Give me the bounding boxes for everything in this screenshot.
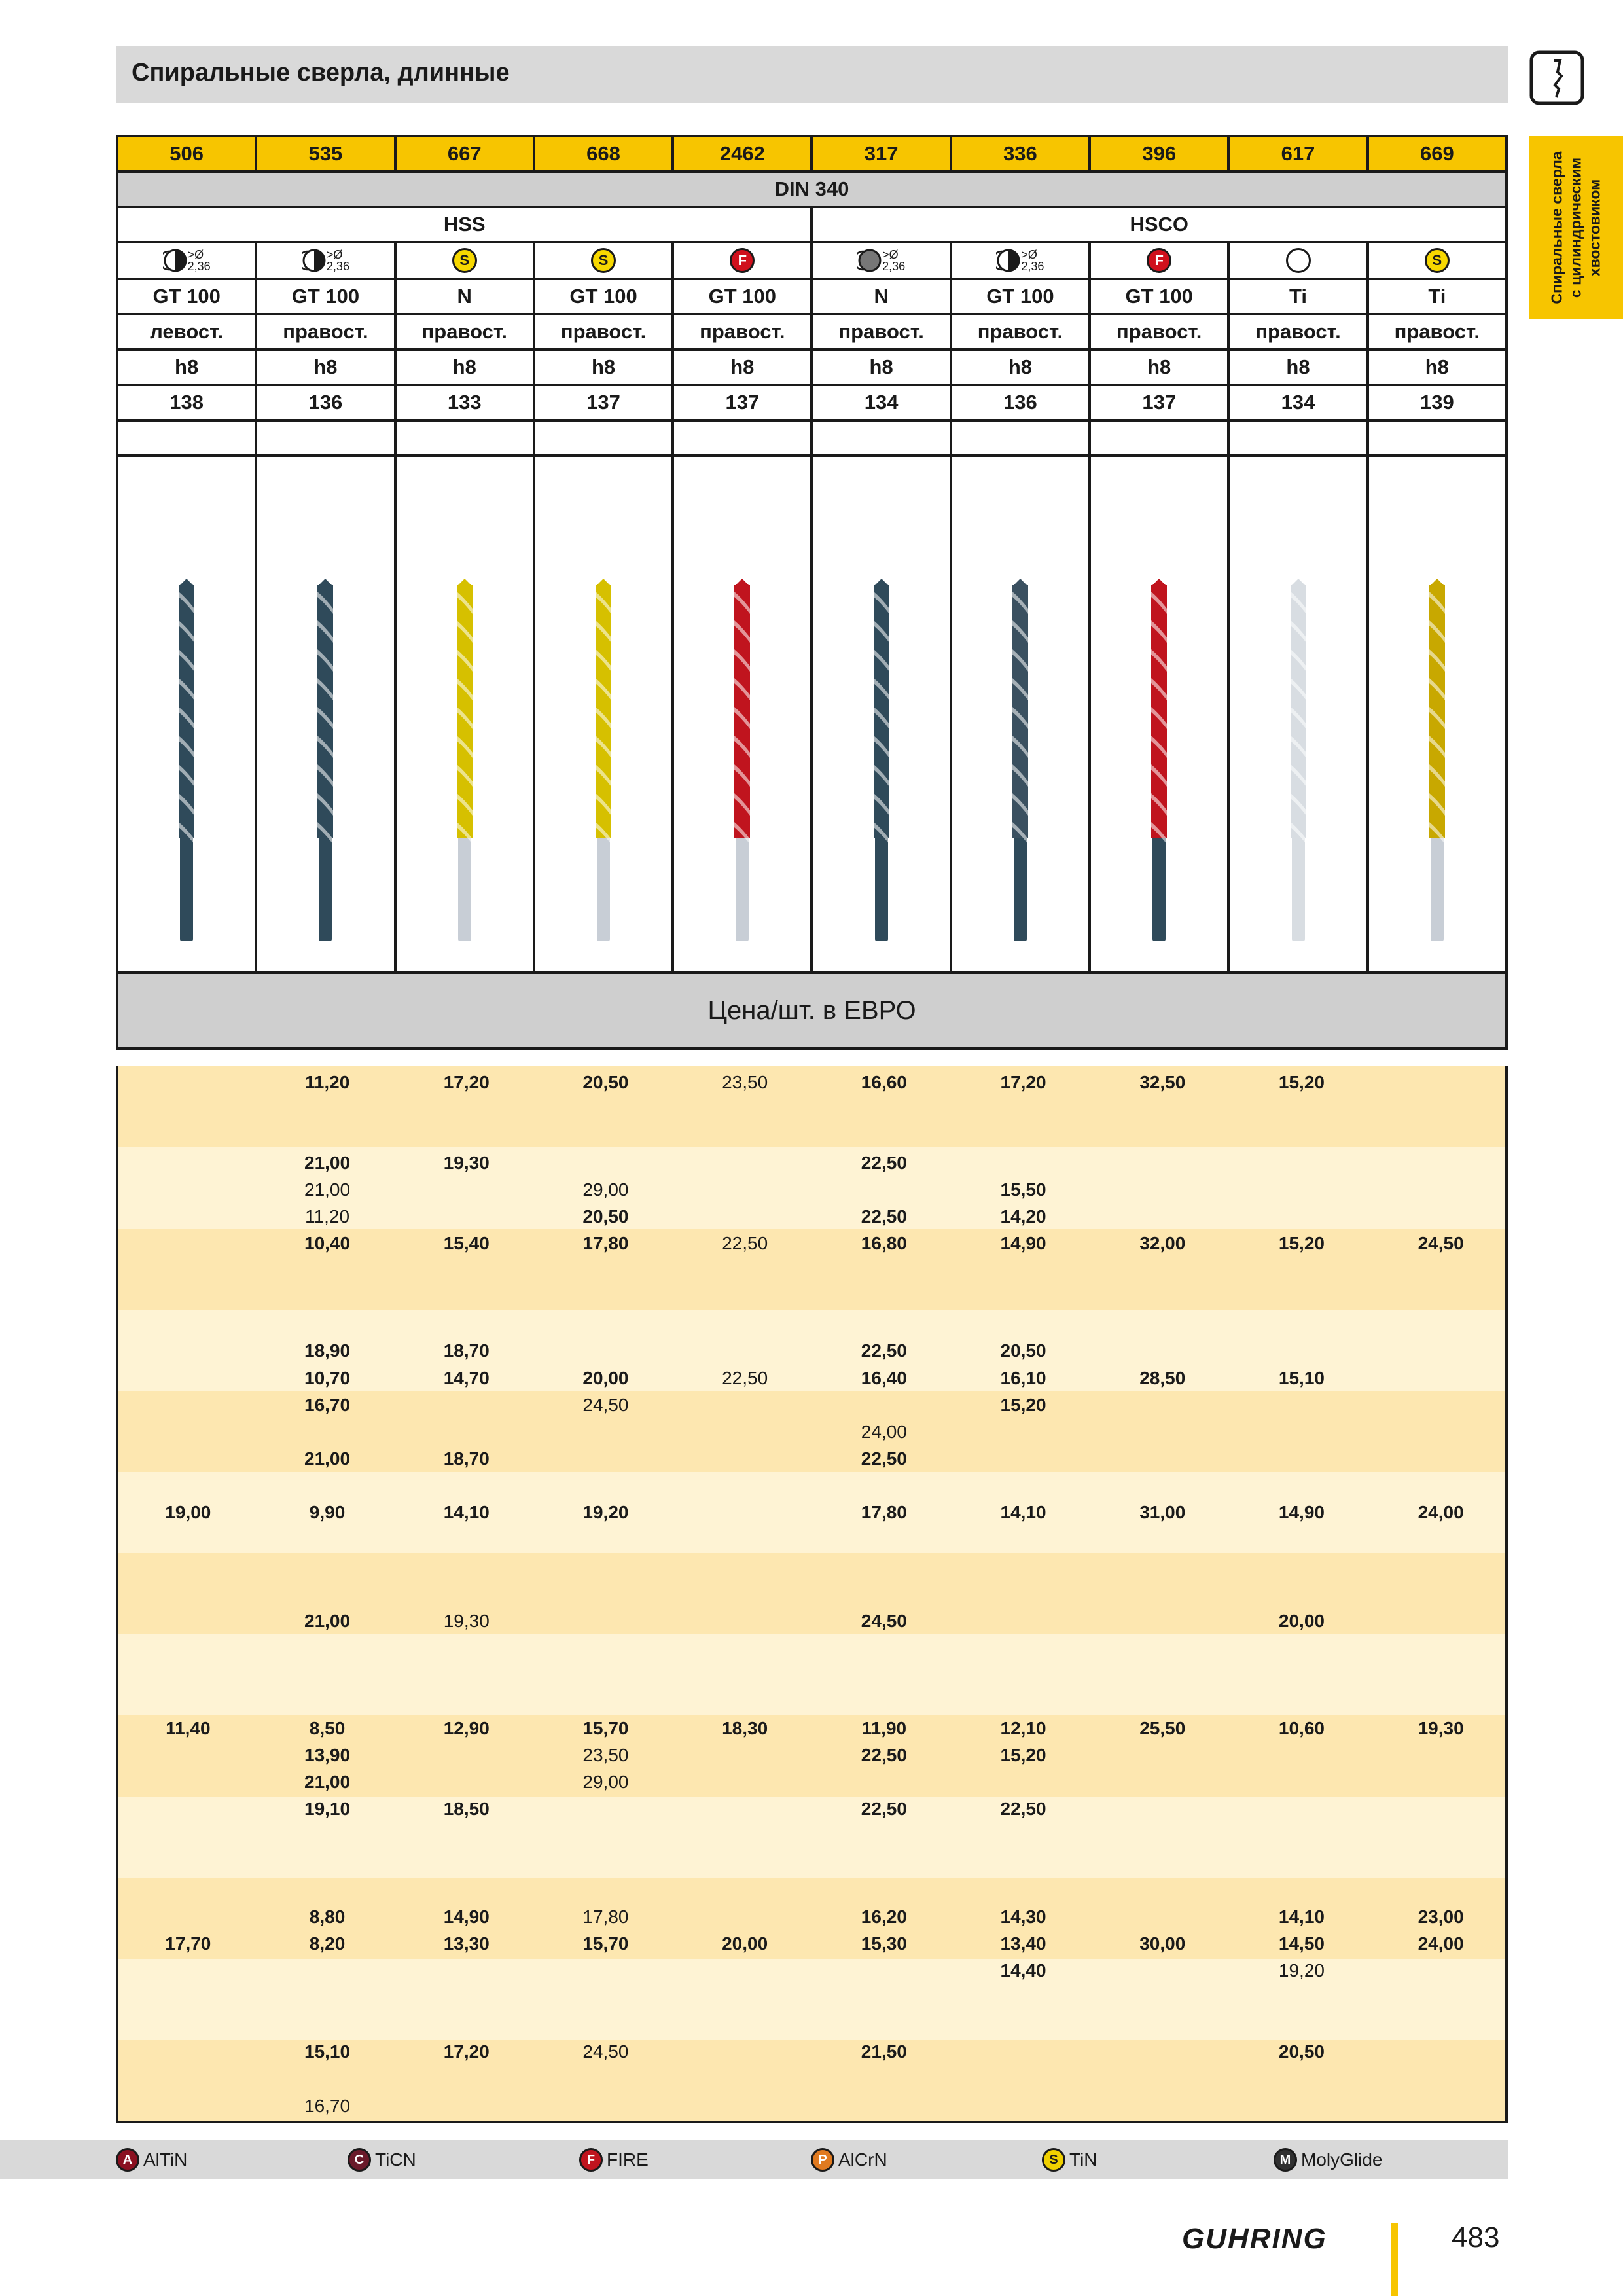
empty-cell (1368, 420, 1507, 456)
price-value: 22,50 (1000, 1799, 1046, 1819)
empty-cell (534, 420, 673, 456)
coating-ticn-icon: C (348, 2148, 371, 2172)
geometry: GT 100 (1090, 279, 1228, 314)
price-value: 29,00 (582, 1772, 629, 1792)
price-value: 21,00 (304, 1611, 351, 1631)
price-value: 20,00 (1278, 1611, 1325, 1631)
price-value: 22,50 (861, 1153, 907, 1173)
price-value: 20,00 (722, 1933, 768, 1954)
price-value: 15,10 (304, 2041, 351, 2062)
tolerance: h8 (1090, 350, 1228, 385)
price-value: 8,80 (309, 1907, 346, 1927)
half-drill-point-icon (302, 248, 327, 273)
twist-drill-image (167, 457, 206, 971)
geometry: GT 100 (117, 279, 256, 314)
geometry: N (812, 279, 950, 314)
legend-item (811, 2147, 887, 2173)
price-value: 16,20 (861, 1907, 907, 1927)
geometry: N (395, 279, 534, 314)
price-value: 17,80 (582, 1907, 629, 1927)
price-value: 24,50 (582, 1395, 629, 1415)
legend-label: TiCN (375, 2149, 416, 2170)
price-value: 16,80 (861, 1233, 907, 1253)
price-value: 22,50 (722, 1368, 768, 1388)
din-row (117, 171, 1507, 207)
price-value: 23,50 (722, 1072, 768, 1092)
reference-page: 136 (951, 385, 1090, 420)
price-value: 32,00 (1139, 1233, 1186, 1253)
direction: правост. (1228, 314, 1367, 350)
reference-page-row (117, 385, 1507, 420)
direction: правост. (812, 314, 950, 350)
coating-icon-cell (951, 242, 1090, 279)
legend-label: AlTiN (143, 2149, 188, 2170)
footer-divider (1391, 2223, 1398, 2296)
coating-icon-cell (534, 242, 673, 279)
legend-item (1274, 2147, 1382, 2173)
price-value: 10,40 (304, 1233, 351, 1253)
direction: правост. (951, 314, 1090, 350)
price-value: 12,10 (1000, 1718, 1046, 1738)
geometry: GT 100 (256, 279, 395, 314)
drill-image-cell (534, 456, 673, 973)
half-drill-point-icon (163, 248, 188, 273)
price-value: 17,80 (861, 1502, 907, 1522)
threshold-value: 2,36 (882, 260, 906, 274)
coating-icon-cell (812, 242, 950, 279)
direction: правост. (1368, 314, 1507, 350)
price-value: 17,20 (443, 1072, 490, 1092)
reference-page: 137 (534, 385, 673, 420)
price-value: 19,00 (165, 1502, 211, 1522)
tin-coating-icon: S (452, 248, 477, 273)
price-value: 21,00 (304, 1772, 351, 1792)
price-value: 17,20 (443, 2041, 490, 2062)
page-number: 483 (1452, 2221, 1500, 2253)
tolerance: h8 (117, 350, 256, 385)
price-value: 19,30 (443, 1153, 490, 1173)
price-value: 17,70 (165, 1933, 211, 1954)
price-value: 14,90 (1278, 1502, 1325, 1522)
price-value: 22,50 (861, 1799, 907, 1819)
coating-icon-cell (673, 242, 812, 279)
drill-image-cell (117, 456, 256, 973)
empty-cell (1228, 420, 1367, 456)
geometry: GT 100 (673, 279, 812, 314)
price-value: 14,40 (1000, 1960, 1046, 1981)
coating-tin-icon: S (1042, 2148, 1065, 2172)
price-value: 14,10 (1278, 1907, 1325, 1927)
price-value: 15,20 (1278, 1233, 1325, 1253)
price-value: 15,70 (582, 1933, 629, 1954)
diameter-threshold-label (882, 249, 905, 272)
price-value: 32,50 (1139, 1072, 1186, 1092)
price-value: 18,70 (443, 1340, 490, 1361)
reference-page: 136 (256, 385, 395, 420)
price-value: 21,50 (861, 2041, 907, 2062)
empty-cell (951, 420, 1090, 456)
price-value: 15,10 (1278, 1368, 1325, 1388)
uncoated-icon (1286, 248, 1311, 273)
direction: правост. (1090, 314, 1228, 350)
price-value: 20,50 (582, 1072, 629, 1092)
price-value: 12,90 (443, 1718, 490, 1738)
price-value: 29,00 (582, 1179, 629, 1200)
drill-image-cell (1368, 456, 1507, 973)
direction: правост. (534, 314, 673, 350)
reference-page: 134 (1228, 385, 1367, 420)
legend-label: FIRE (607, 2149, 649, 2170)
price-value: 16,70 (304, 1395, 351, 1415)
drill-image-cell (1228, 456, 1367, 973)
threshold-value: 2,36 (326, 260, 349, 274)
direction: правост. (673, 314, 812, 350)
legend-label: MolyGlide (1301, 2149, 1383, 2170)
coating-icon-cell (1368, 242, 1507, 279)
material-group: HSCO (812, 207, 1507, 242)
material-group: HSS (117, 207, 812, 242)
geometry: Ti (1228, 279, 1367, 314)
reference-page: 137 (673, 385, 812, 420)
price-value: 15,50 (1000, 1179, 1046, 1200)
price-value: 10,60 (1278, 1718, 1325, 1738)
drill-image-cell (1090, 456, 1228, 973)
price-value: 14,10 (443, 1502, 490, 1522)
fire-coating-icon: F (1147, 248, 1171, 273)
coating-legend (0, 2140, 1508, 2179)
coating-icon-cell (256, 242, 395, 279)
legend-label: TiN (1069, 2149, 1097, 2170)
price-value: 14,50 (1278, 1933, 1325, 1954)
price-value: 14,90 (1000, 1233, 1046, 1253)
threshold-symbol: >Ø (326, 248, 343, 262)
legend-item (1042, 2147, 1097, 2173)
price-value: 24,50 (1418, 1233, 1464, 1253)
diameter-threshold-label (327, 249, 349, 272)
price-value: 19,20 (1278, 1960, 1325, 1981)
geometry: GT 100 (951, 279, 1090, 314)
side-category-tab[interactable] (1529, 136, 1623, 319)
article-code: 506 (117, 136, 256, 171)
solid-drill-point-icon (857, 248, 882, 273)
price-value: 24,50 (582, 2041, 629, 2062)
side-tab-line3: хвостовиком (1586, 179, 1603, 277)
diameter-threshold-label (188, 249, 211, 272)
price-value: 19,10 (304, 1799, 351, 1819)
price-value: 11,20 (305, 1206, 350, 1227)
price-value: 13,40 (1000, 1933, 1046, 1954)
price-value: 22,50 (861, 1448, 907, 1469)
price-value: 18,30 (722, 1718, 768, 1738)
article-code: 668 (534, 136, 673, 171)
tin-coating-icon: S (591, 248, 616, 273)
empty-row (117, 420, 1507, 456)
price-value: 11,90 (861, 1718, 907, 1738)
price-header-row (117, 973, 1507, 1049)
price-value: 13,30 (443, 1933, 490, 1954)
reference-page: 134 (812, 385, 950, 420)
price-value: 18,70 (443, 1448, 490, 1469)
price-header: Цена/шт. в ЕВРО (117, 973, 1507, 1049)
price-value: 31,00 (1139, 1502, 1186, 1522)
price-value: 14,90 (443, 1907, 490, 1927)
twist-drill-image (1418, 457, 1457, 971)
coating-icon-cell (117, 242, 256, 279)
price-value: 16,60 (861, 1072, 907, 1092)
product-table (116, 135, 1508, 1050)
article-code: 669 (1368, 136, 1507, 171)
price-value: 22,50 (861, 1340, 907, 1361)
price-value: 16,40 (861, 1368, 907, 1388)
price-value: 18,90 (304, 1340, 351, 1361)
reference-page: 133 (395, 385, 534, 420)
tolerance: h8 (1368, 350, 1507, 385)
price-value: 11,20 (304, 1072, 350, 1092)
price-value: 23,50 (582, 1745, 629, 1765)
page-title: Спиральные сверла, длинные (132, 59, 510, 86)
legend-label: AlCrN (838, 2149, 887, 2170)
empty-cell (812, 420, 950, 456)
legend-item (579, 2147, 649, 2173)
twist-drill-image (1279, 457, 1318, 971)
geometry: GT 100 (534, 279, 673, 314)
price-value: 28,50 (1139, 1368, 1186, 1388)
article-code: 336 (951, 136, 1090, 171)
coating-altin-icon: A (116, 2148, 139, 2172)
price-value: 13,90 (304, 1745, 351, 1765)
twist-drill-image (306, 457, 345, 971)
article-code: 317 (812, 136, 950, 171)
price-value: 22,50 (861, 1745, 907, 1765)
direction: правост. (256, 314, 395, 350)
price-value: 9,90 (309, 1502, 346, 1522)
tolerance: h8 (534, 350, 673, 385)
price-value: 21,00 (304, 1448, 351, 1469)
coating-icon-row (117, 242, 1507, 279)
threshold-symbol: >Ø (1021, 248, 1037, 262)
tolerance: h8 (395, 350, 534, 385)
brand-logo: GUHRING (1182, 2223, 1327, 2255)
threshold-symbol: >Ø (187, 248, 204, 262)
twist-drill-image (1001, 457, 1040, 971)
article-code: 535 (256, 136, 395, 171)
price-value: 20,50 (1000, 1340, 1046, 1361)
geometry-row (117, 279, 1507, 314)
legend-item (116, 2147, 187, 2173)
drill-image-cell (256, 456, 395, 973)
price-value: 24,50 (861, 1611, 907, 1631)
geometry: Ti (1368, 279, 1507, 314)
price-value: 15,40 (443, 1233, 490, 1253)
half-drill-point-icon (996, 248, 1021, 273)
price-value: 24,00 (861, 1422, 907, 1442)
empty-cell (673, 420, 812, 456)
legend-item (348, 2147, 416, 2173)
empty-cell (256, 420, 395, 456)
price-value: 8,50 (309, 1718, 346, 1738)
article-code: 396 (1090, 136, 1228, 171)
price-grid (116, 1066, 1508, 2123)
price-value: 15,30 (861, 1933, 907, 1954)
article-code: 667 (395, 136, 534, 171)
article-code: 617 (1228, 136, 1367, 171)
price-value: 20,50 (582, 1206, 629, 1227)
twist-drill-image (445, 457, 484, 971)
price-value: 21,00 (304, 1153, 351, 1173)
price-value: 15,20 (1000, 1395, 1046, 1415)
price-value: 24,00 (1418, 1502, 1464, 1522)
price-value: 24,00 (1418, 1933, 1464, 1954)
price-value: 30,00 (1139, 1933, 1186, 1954)
price-value: 14,30 (1000, 1907, 1046, 1927)
drill-category-icon (1529, 50, 1585, 106)
coating-icon-cell (1090, 242, 1228, 279)
price-value: 23,00 (1418, 1907, 1464, 1927)
price-value: 20,50 (1278, 2041, 1325, 2062)
price-value: 17,20 (1000, 1072, 1046, 1092)
side-tab-line1: Спиральные сверла (1548, 151, 1565, 304)
tolerance-row (117, 350, 1507, 385)
price-value: 21,00 (304, 1179, 351, 1200)
coating-fire-icon: F (579, 2148, 603, 2172)
twist-drill-image (584, 457, 623, 971)
empty-cell (395, 420, 534, 456)
drill-image-cell (395, 456, 534, 973)
coating-icon-cell (395, 242, 534, 279)
drill-image-cell (812, 456, 950, 973)
price-value: 16,10 (1000, 1368, 1046, 1388)
direction: правост. (395, 314, 534, 350)
price-value: 14,20 (1000, 1206, 1046, 1227)
twist-drill-image (862, 457, 901, 971)
tolerance: h8 (673, 350, 812, 385)
price-value: 17,80 (582, 1233, 629, 1253)
twist-drill-image (722, 457, 762, 971)
price-value: 25,50 (1139, 1718, 1186, 1738)
threshold-symbol: >Ø (882, 248, 899, 262)
price-value: 19,30 (1418, 1718, 1464, 1738)
material-group-row (117, 207, 1507, 242)
empty-cell (117, 420, 256, 456)
price-value: 8,20 (309, 1933, 346, 1954)
drill-image-cell (673, 456, 812, 973)
reference-page: 139 (1368, 385, 1507, 420)
price-value: 19,30 (443, 1611, 490, 1631)
threshold-value: 2,36 (187, 260, 211, 274)
price-value: 19,20 (582, 1502, 629, 1522)
threshold-value: 2,36 (1021, 260, 1044, 274)
tin-coating-icon: S (1425, 248, 1450, 273)
price-value: 22,50 (722, 1233, 768, 1253)
tolerance: h8 (256, 350, 395, 385)
price-value: 22,50 (861, 1206, 907, 1227)
din-standard: DIN 340 (117, 171, 1507, 207)
coating-icon-cell (1228, 242, 1367, 279)
price-value: 20,00 (582, 1368, 629, 1388)
price-value: 15,20 (1000, 1745, 1046, 1765)
tolerance: h8 (812, 350, 950, 385)
direction: левост. (117, 314, 256, 350)
tolerance: h8 (1228, 350, 1367, 385)
fire-coating-icon: F (730, 248, 755, 273)
price-value: 14,70 (443, 1368, 490, 1388)
article-code: 2462 (673, 136, 812, 171)
tolerance: h8 (951, 350, 1090, 385)
price-value: 16,70 (304, 2096, 351, 2116)
empty-cell (1090, 420, 1228, 456)
twist-drill-image (1139, 457, 1179, 971)
article-code-row (117, 136, 1507, 171)
coating-molyglide-icon: M (1274, 2148, 1297, 2172)
side-tab-line2: с цилиндрическим (1567, 157, 1584, 298)
drill-image-row (117, 456, 1507, 973)
price-value: 14,10 (1000, 1502, 1046, 1522)
reference-page: 138 (117, 385, 256, 420)
price-value: 15,70 (582, 1718, 629, 1738)
direction-row (117, 314, 1507, 350)
price-band (118, 1634, 1505, 1715)
price-value: 18,50 (443, 1799, 490, 1819)
price-value: 15,20 (1278, 1072, 1325, 1092)
page-title-bar (116, 46, 1508, 103)
coating-alcrn-icon: P (811, 2148, 834, 2172)
price-value: 10,70 (304, 1368, 351, 1388)
reference-page: 137 (1090, 385, 1228, 420)
diameter-threshold-label (1021, 249, 1044, 272)
drill-image-cell (951, 456, 1090, 973)
price-value: 11,40 (166, 1718, 211, 1738)
